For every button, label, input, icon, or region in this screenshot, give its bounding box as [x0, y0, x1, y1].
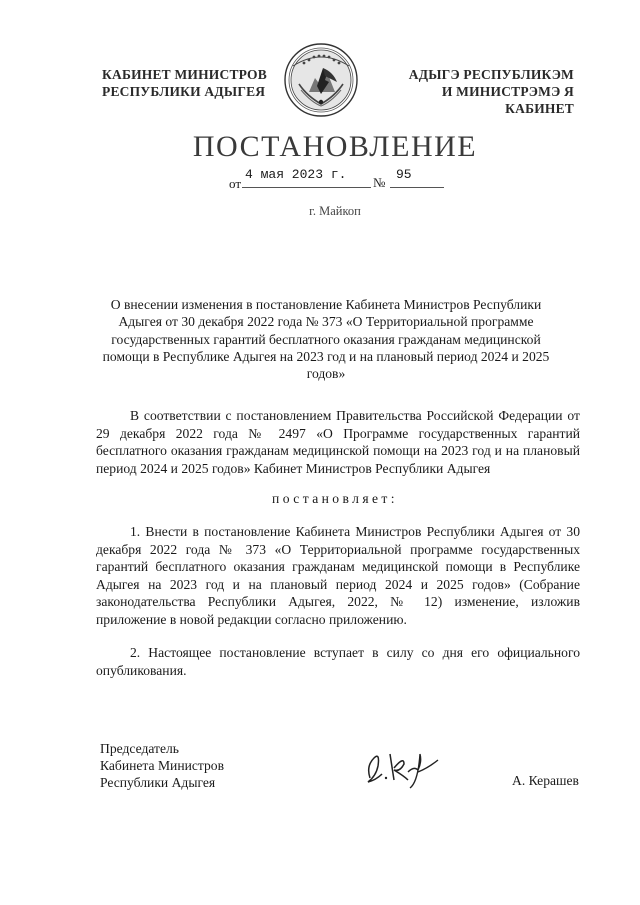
header-right-line2: И МИНИСТРЭМЭ Я КАБИНЕТ [441, 84, 574, 116]
header-right-line1: АДЫГЭ РЕСПУБЛИКЭМ [408, 67, 574, 82]
signer-name: А. Керашев [512, 773, 579, 788]
signatory-line2: Кабинета Министров [100, 758, 225, 773]
date-prefix: от [229, 176, 242, 191]
resolution-item-1: 1. Внести в постановление Кабинета Министров Республики Адыгея от 30 декабря 2022 года № 373 «О Территориальной программе государственных гарантий бесплатного оказания гражданам медицинской помощи в Республике Адыгея на 2023 год и на плановый период 2024 и 2025 годов» (Собрание законодательства Республики Адыгея, 2022, № 12) изменение, изложив приложение в новой редакции согласно приложению. [96, 524, 580, 627]
header-left [102, 66, 267, 100]
header-right [372, 66, 574, 117]
header-left-line1: КАБИНЕТ МИНИСТРОВ [102, 67, 267, 82]
signatory-title [100, 740, 224, 791]
document-title: ПОСТАНОВЛЕНИЕ [192, 130, 478, 163]
resolution-item-2: 2. Настоящее постановление вступает в силу со дня его официального опубликования. [96, 645, 580, 678]
coat-of-arms-icon [283, 42, 359, 118]
handwritten-signature-icon [360, 742, 442, 792]
preamble-paragraph: В соответствии с постановлением Правительства Российской Федерации от 29 декабря 2022 года № 2497 «О Программе государственных гарантий бесплатного оказания гражданам медицинской помощи на 2023 год и на плановый период 2024 и 2025 годов» Кабинет Министров Республики Адыгея [96, 408, 580, 476]
document-number: 95 [390, 167, 444, 188]
document-date: 4 мая 2023 г. [242, 167, 371, 188]
signatory-line1: Председатель [100, 741, 179, 756]
header-left-line2: РЕСПУБЛИКИ АДЫГЕЯ [102, 84, 266, 99]
document-subject: О внесении изменения в постановление Кабинета Министров Республики Адыгея от 30 декабря 2022 года № 373 «О Территориальной программе государственных гарантий бесплатного оказания гражданам медицинской помощи в Республике Адыгея на 2023 год и на плановый период 2024 и 2025 годов» [102, 297, 550, 382]
city: г. Майкоп [309, 204, 361, 218]
resolves-heading: постановляет: [272, 491, 398, 506]
number-sign: № [373, 175, 386, 190]
signatory-line3: Республики Адыгея [100, 775, 216, 790]
